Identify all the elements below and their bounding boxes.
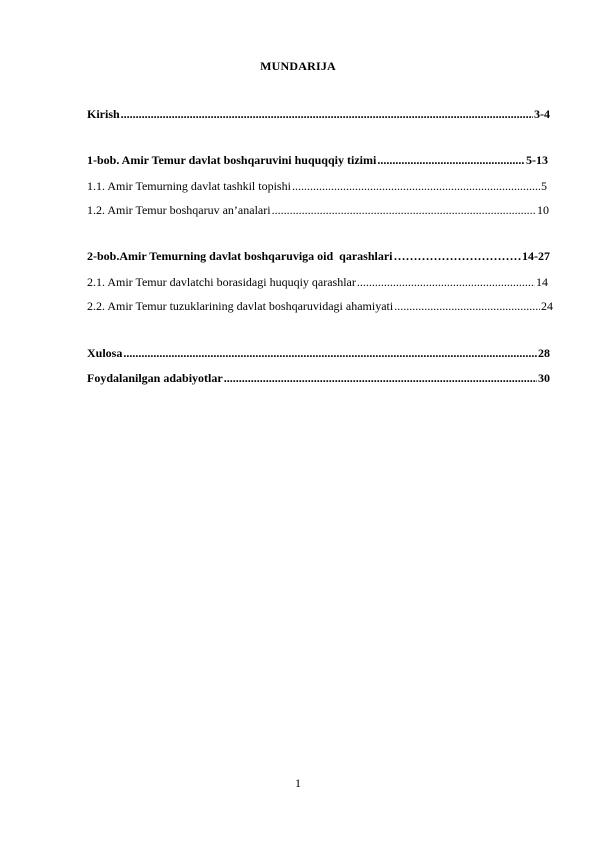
toc-entry-text: Kirish xyxy=(87,107,120,121)
toc-entry-text: Xulosa xyxy=(87,346,123,360)
toc-leader-dots xyxy=(292,179,540,193)
toc-entry-text: 2.2. Amir Temur tuzuklarining davlat boshqaruvidagi ahamiyati xyxy=(87,299,394,313)
toc-leader-dots xyxy=(357,275,535,289)
page-number: 1 xyxy=(295,776,301,790)
toc-entry-text: 1.2. Amir Temur boshqaruv an’analari xyxy=(87,203,271,217)
toc-entry-text: 2-bob.Amir Temurning davlat boshqaruviga oid qarashlari xyxy=(87,249,393,263)
toc-entry-text: 1.1. Amir Temurning davlat tashkil topishi xyxy=(87,179,291,193)
toc-entry-xulosa xyxy=(87,346,550,360)
toc-entry-kirish xyxy=(87,107,550,121)
toc-leader-dots xyxy=(394,299,540,313)
toc-entry-page: 30 xyxy=(538,371,550,385)
toc-entry-page: 14 xyxy=(536,275,548,289)
toc-leader-dots xyxy=(224,371,537,385)
toc-entry-references xyxy=(87,371,550,385)
toc-entry-page: 14-27 xyxy=(522,249,550,263)
toc-leader-dots xyxy=(123,346,537,360)
toc-entry-text: 2.1. Amir Temur davlatchi borasidagi huquqiy qarashlar xyxy=(87,275,356,289)
toc-entry-page: 28 xyxy=(538,346,550,360)
toc-leader-dots xyxy=(272,203,536,217)
toc-entry-section-2-2 xyxy=(87,299,553,313)
toc-leader-dots xyxy=(394,249,521,263)
toc-entry-page: 24 xyxy=(541,299,553,313)
document-title: MUNDARIJA xyxy=(260,59,336,73)
toc-leader-dots xyxy=(377,153,525,167)
toc-leader-dots xyxy=(121,107,533,121)
toc-entry-page: 5 xyxy=(541,179,547,193)
toc-entry-section-1-1 xyxy=(87,179,547,193)
toc-entry-page: 3-4 xyxy=(534,107,550,121)
toc-entry-section-2-1 xyxy=(87,275,548,289)
toc-entry-chapter-2 xyxy=(87,249,550,263)
toc-entry-page: 5-13 xyxy=(526,153,548,167)
toc-entry-page: 10 xyxy=(537,203,549,217)
toc-entry-chapter-1 xyxy=(87,153,548,167)
toc-entry-text: 1-bob. Amir Temur davlat boshqaruvini huquqqiy tizimi xyxy=(87,153,377,167)
toc-entry-text: Foydalanilgan adabiyotlar xyxy=(87,371,223,385)
toc-entry-section-1-2 xyxy=(87,203,549,217)
